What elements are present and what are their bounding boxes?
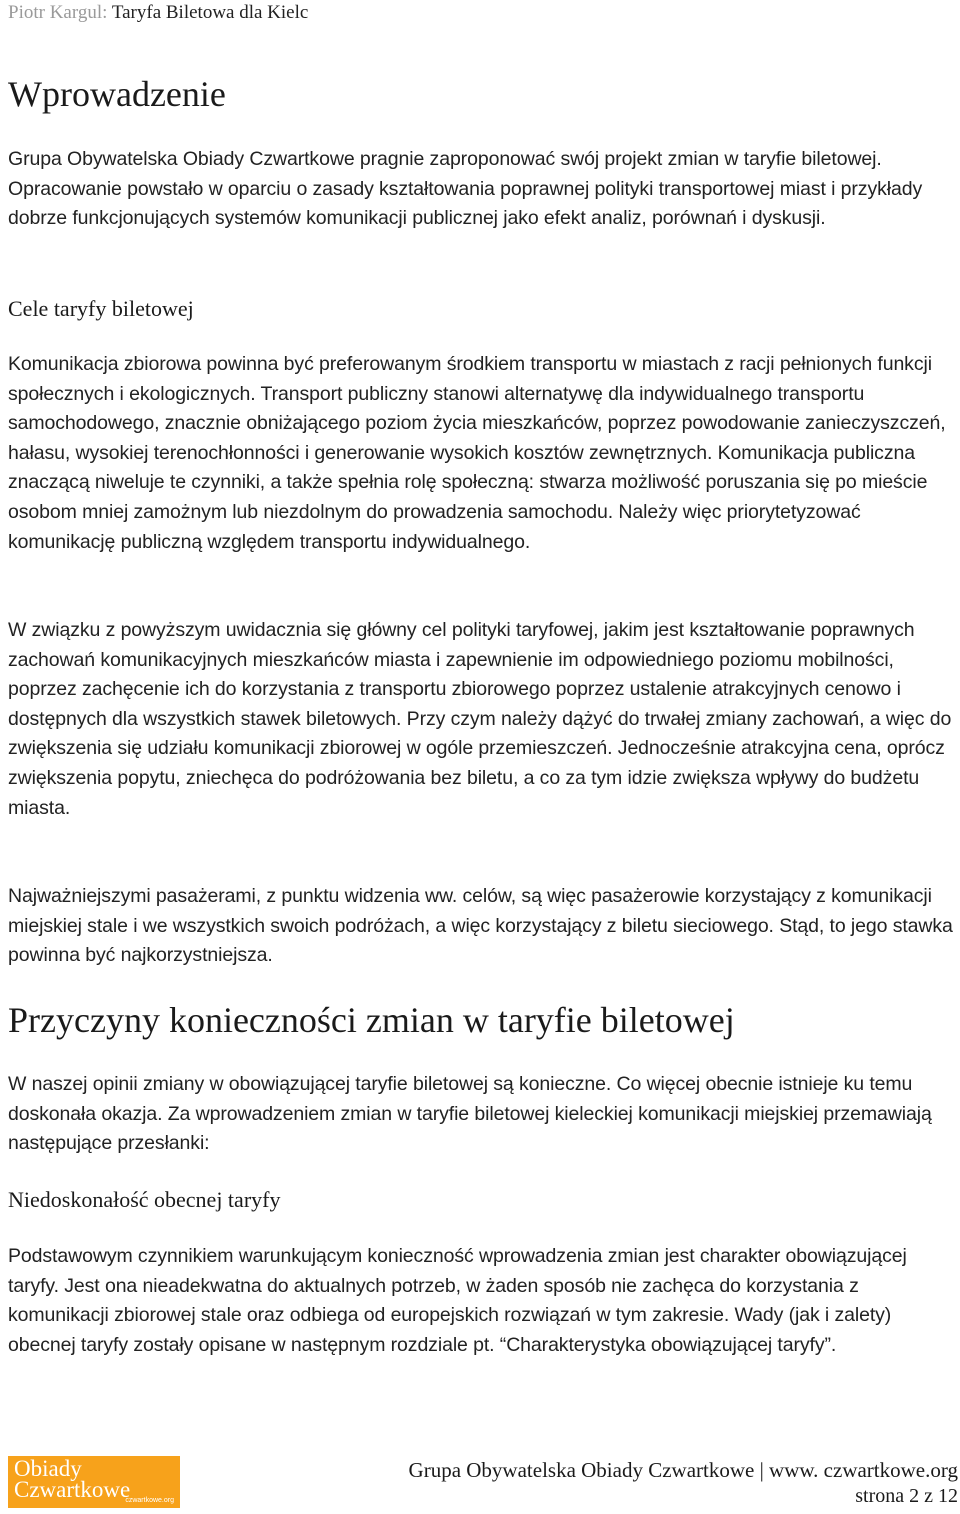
flaws-paragraph: Podstawowym czynnikiem warunkującym konieczność wprowadzenia zmian jest charakter obowiązującej taryfy. Jest ona nieadekwatna do aktualnych potrzeb, w żaden sposób nie zachęca do korzystania z komunikacji zbiorowej stale oraz odbiega od europejskich rozwiązań w tym zakresie. Wady (jak i zalety) obecnej taryfy zostały opisane w następnym rozdziale pt. “Charakterystyka obowiązującej taryfy”. <box>8 1245 907 1356</box>
logo-small-text: czwartkowe.org <box>125 1497 174 1504</box>
reasons-paragraph: W naszej opinii zmiany w obowiązującej taryfie biletowej są konieczne. Co więcej obecnie istnieje ku temu doskonała okazja. Za wprowadzeniem zmian w taryfie biletowej kieleckiej komunikacji miejskiej przemawiają następujące przesłanki: <box>8 1073 932 1155</box>
reasons-heading: Przyczyny konieczności zmian w taryfie biletowej <box>8 1000 735 1040</box>
intro-paragraph: Grupa Obywatelska Obiady Czwartkowe pragnie zaproponować swój projekt zmian w taryfie biletowej. Opracowanie powstało w oparciu o zasady kształtowania poprawnej polityki transportowej miast i przykłady dobrze funkcjonujących systemów komunikacji publicznej jako efekt analiz, porównań i dyskusji. <box>8 148 923 230</box>
obiady-czwartkowe-logo <box>8 1456 180 1508</box>
logo-line-2: Czwartkowe <box>14 1477 131 1502</box>
intro-heading: Wprowadzenie <box>8 74 226 114</box>
goals-paragraph-1: Komunikacja zbiorowa powinna być preferowanym środkiem transportu w miastach z racji pełnionych funkcji społecznych i ekologicznych. Transport publiczny stanowi alternatywę dla indywidualnego transportu samochodowego, znacznie obniżającego poziom życia mieszkańców, poprzez powodowanie zanieczyszczeń, hałasu, wysokiej terenochłonności i generowanie wysokich kosztów zewnętrznych. Komunikacja publiczna znaczącą niweluje te czynniki, a także spełnia rolę społeczną: stwarza możliwość poruszania się po mieście osobom mniej zamożnym lub niezdolnym do prowadzenia samochodu. Należy więc priorytetyzować komunikację publiczną względem transportu indywidualnego. <box>8 353 946 553</box>
footer-organization: Grupa Obywatelska Obiady Czwartkowe | www. czwartkowe.org <box>408 1458 958 1482</box>
flaws-heading: Niedoskonałość obecnej taryfy <box>8 1187 281 1212</box>
page-header <box>8 2 308 24</box>
page-number: strona 2 z 12 <box>855 1485 958 1507</box>
goals-paragraph-2: W związku z powyższym uwidacznia się główny cel polityki taryfowej, jakim jest kształtowanie poprawnych zachowań komunikacyjnych mieszkańców miasta i zapewnienie im odpowiedniego poziomu mobilności, poprzez zachęcenie ich do korzystania z transportu zbiorowego poprzez ustalenie atrakcyjnych cenowo i dostępnych dla wszystkich stawek biletowych. Przy czym należy dążyć do trwałej zmiany zachowań, a więc do zwiększenia się udziału komunikacji zbiorowej w ogóle przemieszczeń. Jednocześnie atrakcyjna cena, oprócz zwiększenia popytu, zniechęca do podróżowania bez biletu, a co za tym idzie zwiększa wpływy do budżetu miasta. <box>8 619 952 819</box>
header-author: Piotr Kargul: <box>8 2 108 23</box>
header-title: Taryfa Biletowa dla Kielc <box>111 2 309 23</box>
logo-line-1: Obiady <box>14 1456 82 1481</box>
goals-heading: Cele taryfy biletowej <box>8 296 194 321</box>
goals-paragraph-3: Najważniejszymi pasażerami, z punktu widzenia ww. celów, są więc pasażerowie korzystający z komunikacji miejskiej stale i we wszystkich swoich podróżach, a więc korzystający z biletu sieciowego. Stąd, to jego stawka powinna być najkorzystniejsza. <box>8 885 953 967</box>
